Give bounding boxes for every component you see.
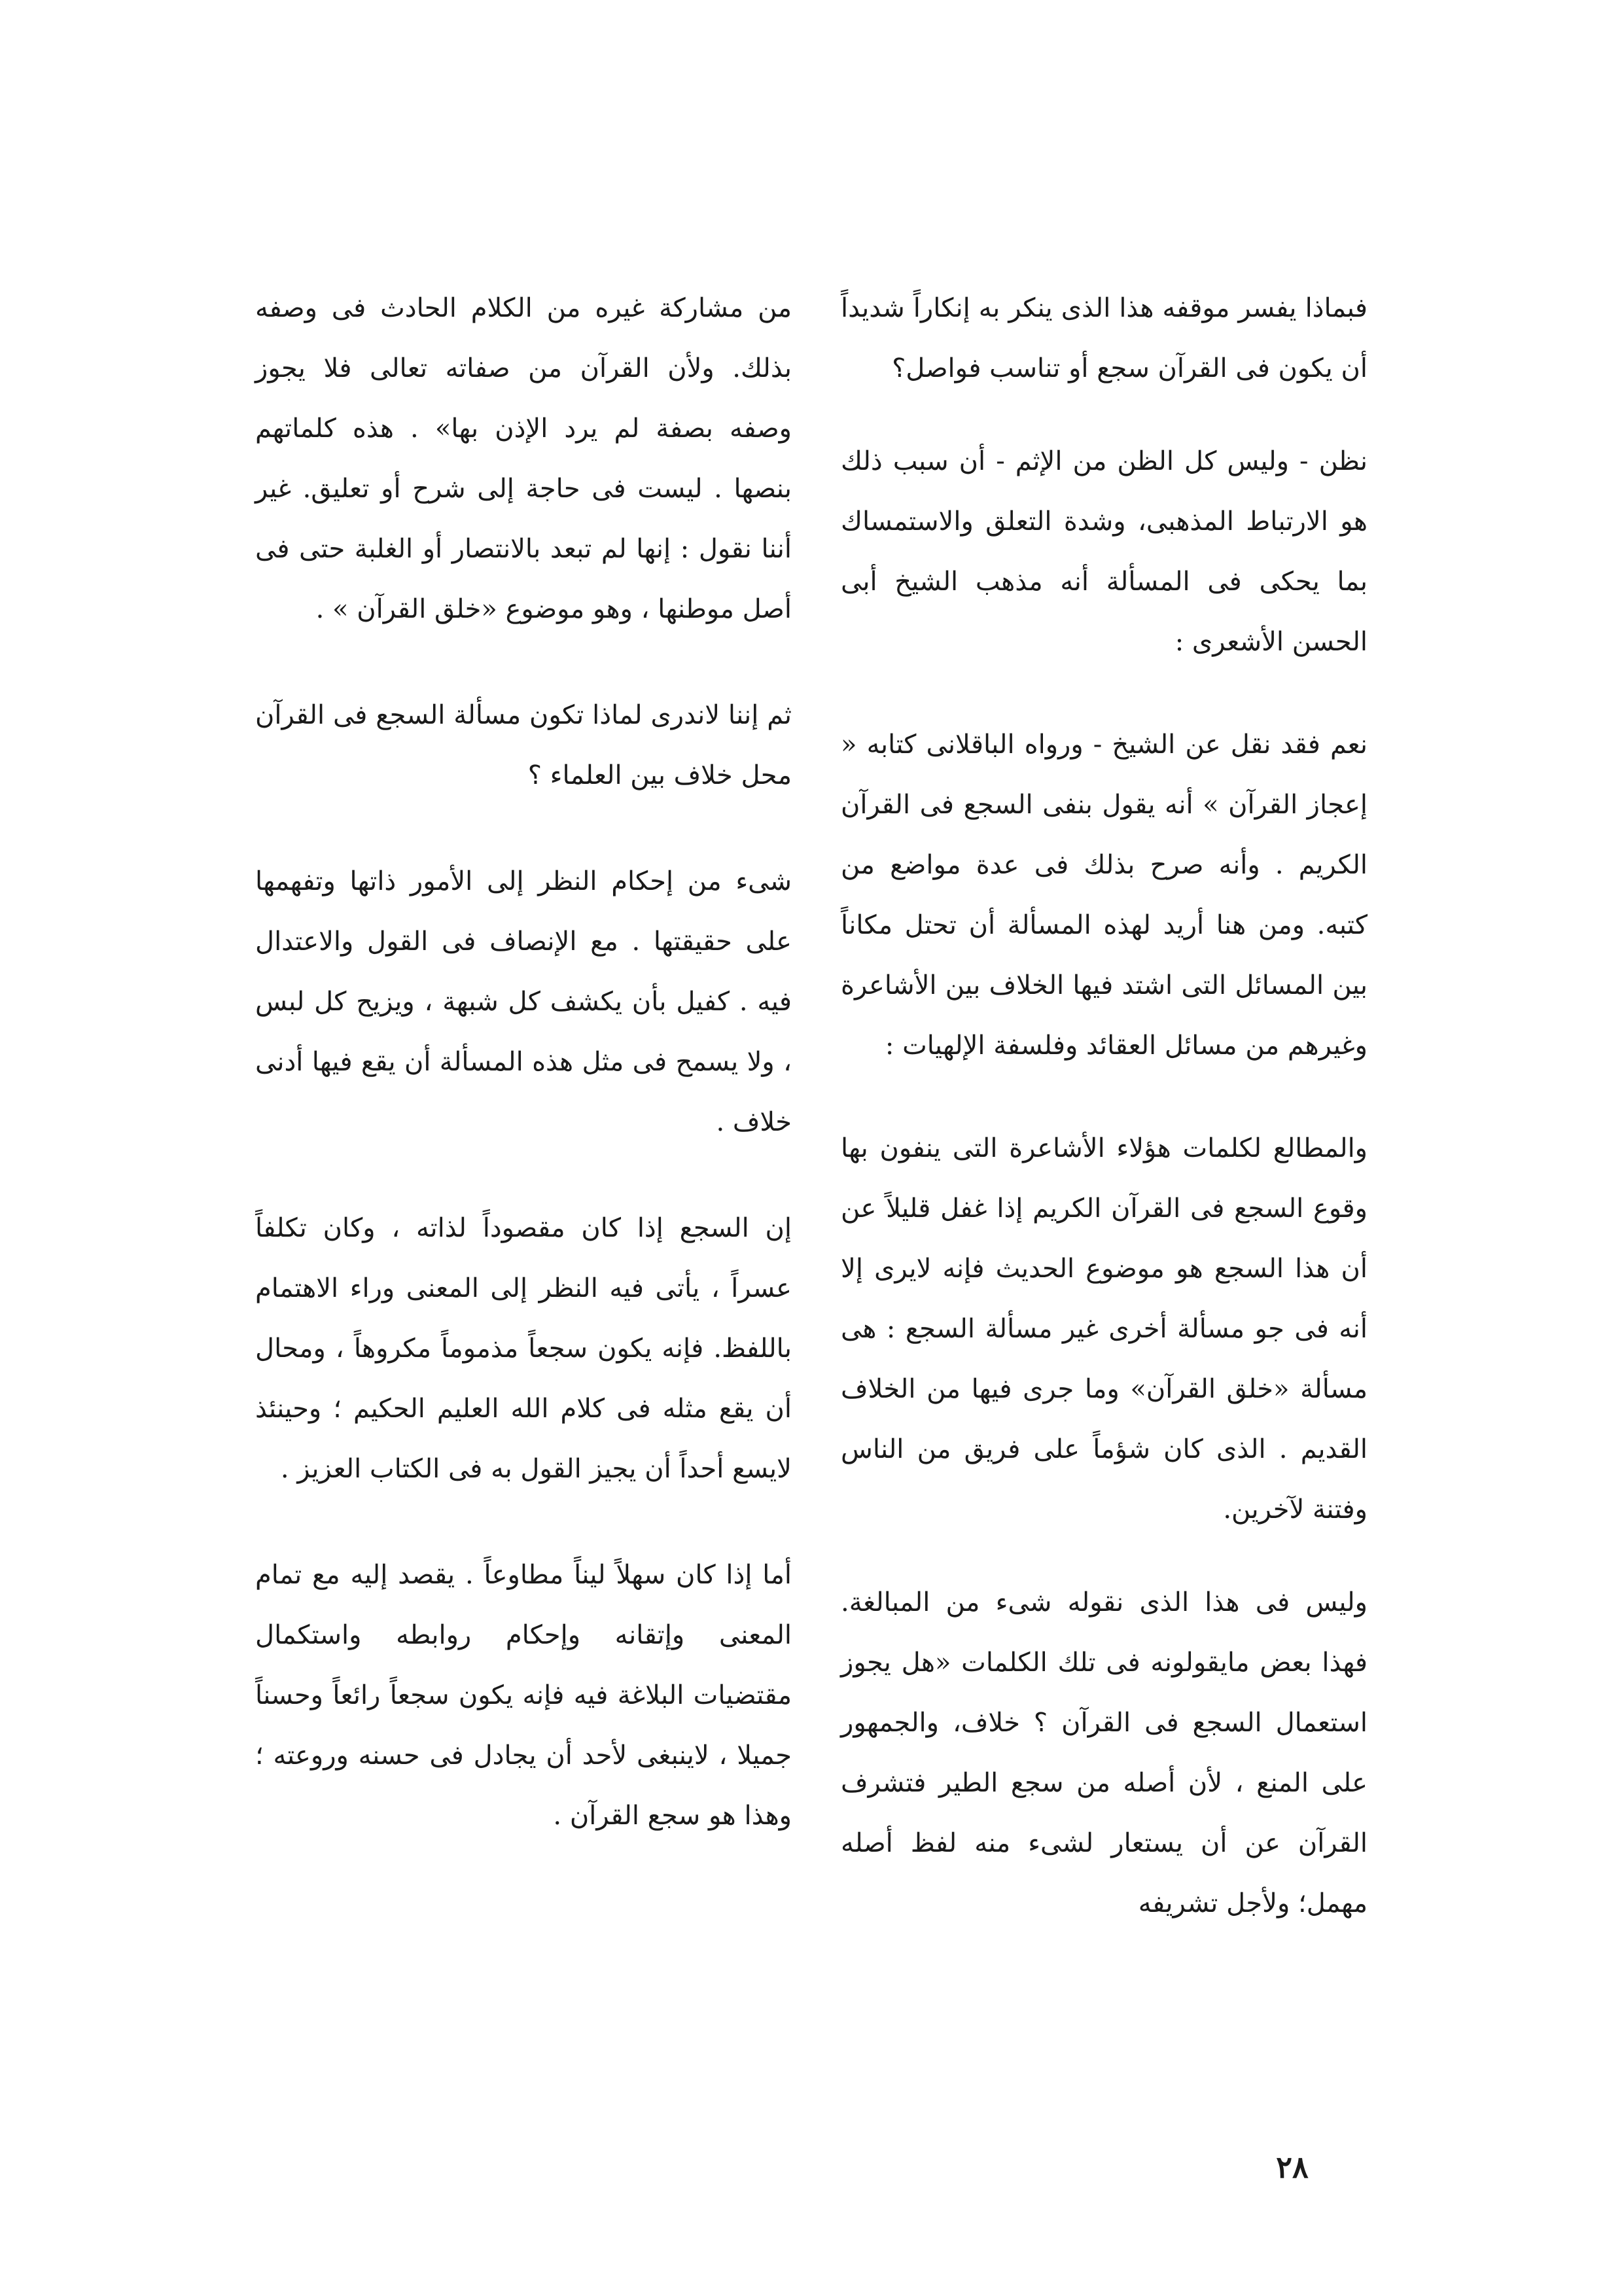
paragraph: نظن - وليس كل الظن من الإثم - أن سبب ذلك هو الارتباط المذهبى، وشدة التعلق والاستمساك بما يحكى فى المسألة أنه مذهب الشيخ أبى الحسن الأشعرى : — [841, 446, 1368, 657]
paragraph: من مشاركة غيره من الكلام الحادث فى وصفه بذلك. ولأن القرآن من صفاته تعالى فلا يجوز وصفه بصفة لم يرد الإذن بها» . هذه كلماتهم بنصها . ليست فى حاجة إلى شرح أو تعليق. غير أننا نقول : إنها لم تبعد بالانتصار أو الغلبة حتى فى أصل موطنها ، وهو موضوع «خلق القرآن » . — [255, 293, 792, 624]
paragraph: أما إذا كان سهلاً ليناً مطاوعاً . يقصد إليه مع تمام المعنى وإتقانه وإحكام روابطه واستكمال مقتضيات البلاغة فيه فإنه يكون سجعاً رائعاً وحسناً جميلا ، لاينبغى لأحد أن يجادل فى حسنه وروعته ؛ وهذا هو سجع القرآن . — [255, 1560, 792, 1831]
paragraph: شىء من إحكام النظر إلى الأمور ذاتها وتفهمها على حقيقتها . مع الإنصاف فى القول والاعتدال فيه . كفيل بأن يكشف كل شبهة ، ويزيح كل لبس ، ولا يسمح فى مثل هذه المسألة أن يقع فيها أدنى خلاف . — [255, 866, 792, 1137]
paragraph: وليس فى هذا الذى نقوله شىء من المبالغة. فهذا بعض مايقولونه فى تلك الكلمات «هل يجوز استعمال السجع فى القرآن ؟ خلاف، والجمهور على المنع ، لأن أصله من سجع الطير فتشرف القرآن عن أن يستعار لشىء منه لفظ أصله مهمل؛ ولأجل تشريفه — [841, 1587, 1368, 1918]
left-column — [255, 278, 792, 1846]
paragraph: فبماذا يفسر موقفه هذا الذى ينكر به إنكاراً شديداً أن يكون فى القرآن سجع أو تناسب فواصل؟ — [841, 293, 1368, 383]
paragraph: نعم فقد نقل عن الشيخ - ورواه الباقلانى كتابه « إعجاز القرآن » أنه يقول بنفى السجع فى القرآن الكريم . وأنه صرح بذلك فى عدة مواضع من كتبه. ومن هنا أريد لهذه المسألة أن تحتل مكاناً بين المسائل التى اشتد فيها الخلاف بين الأشاعرة وغيرهم من مسائل العقائد وفلسفة الإلهيات : — [841, 730, 1368, 1061]
paragraph: ثم إننا لاندرى لماذا تكون مسألة السجع فى القرآن محل خلاف بين العلماء ؟ — [255, 700, 792, 790]
paragraph: والمطالع لكلمات هؤلاء الأشاعرة التى ينفون بها وقوع السجع فى القرآن الكريم إذا غفل قليلاً عن أن هذا السجع هو موضوع الحديث فإنه لايرى إلا أنه فى جو مسألة أخرى غير مسألة السجع : هى مسألة «خلق القرآن» وما جرى فيها من الخلاف القديم . الذى كان شؤماً على فريق من الناس وفتنة لآخرين. — [841, 1133, 1368, 1525]
paragraph: إن السجع إذا كان مقصوداً لذاته ، وكان تكلفاً عسراً ، يأتى فيه النظر إلى المعنى وراء الاهتمام باللفظ. فإنه يكون سجعاً مذموماً مكروهاً ، ومحال أن يقع مثله فى كلام الله العليم الحكيم ؛ وحينئذ لايسع أحداً أن يجيز القول به فى الكتاب العزيز . — [255, 1213, 792, 1484]
page-number: ٢٨ — [1276, 2149, 1309, 2185]
right-column — [841, 278, 1368, 1934]
